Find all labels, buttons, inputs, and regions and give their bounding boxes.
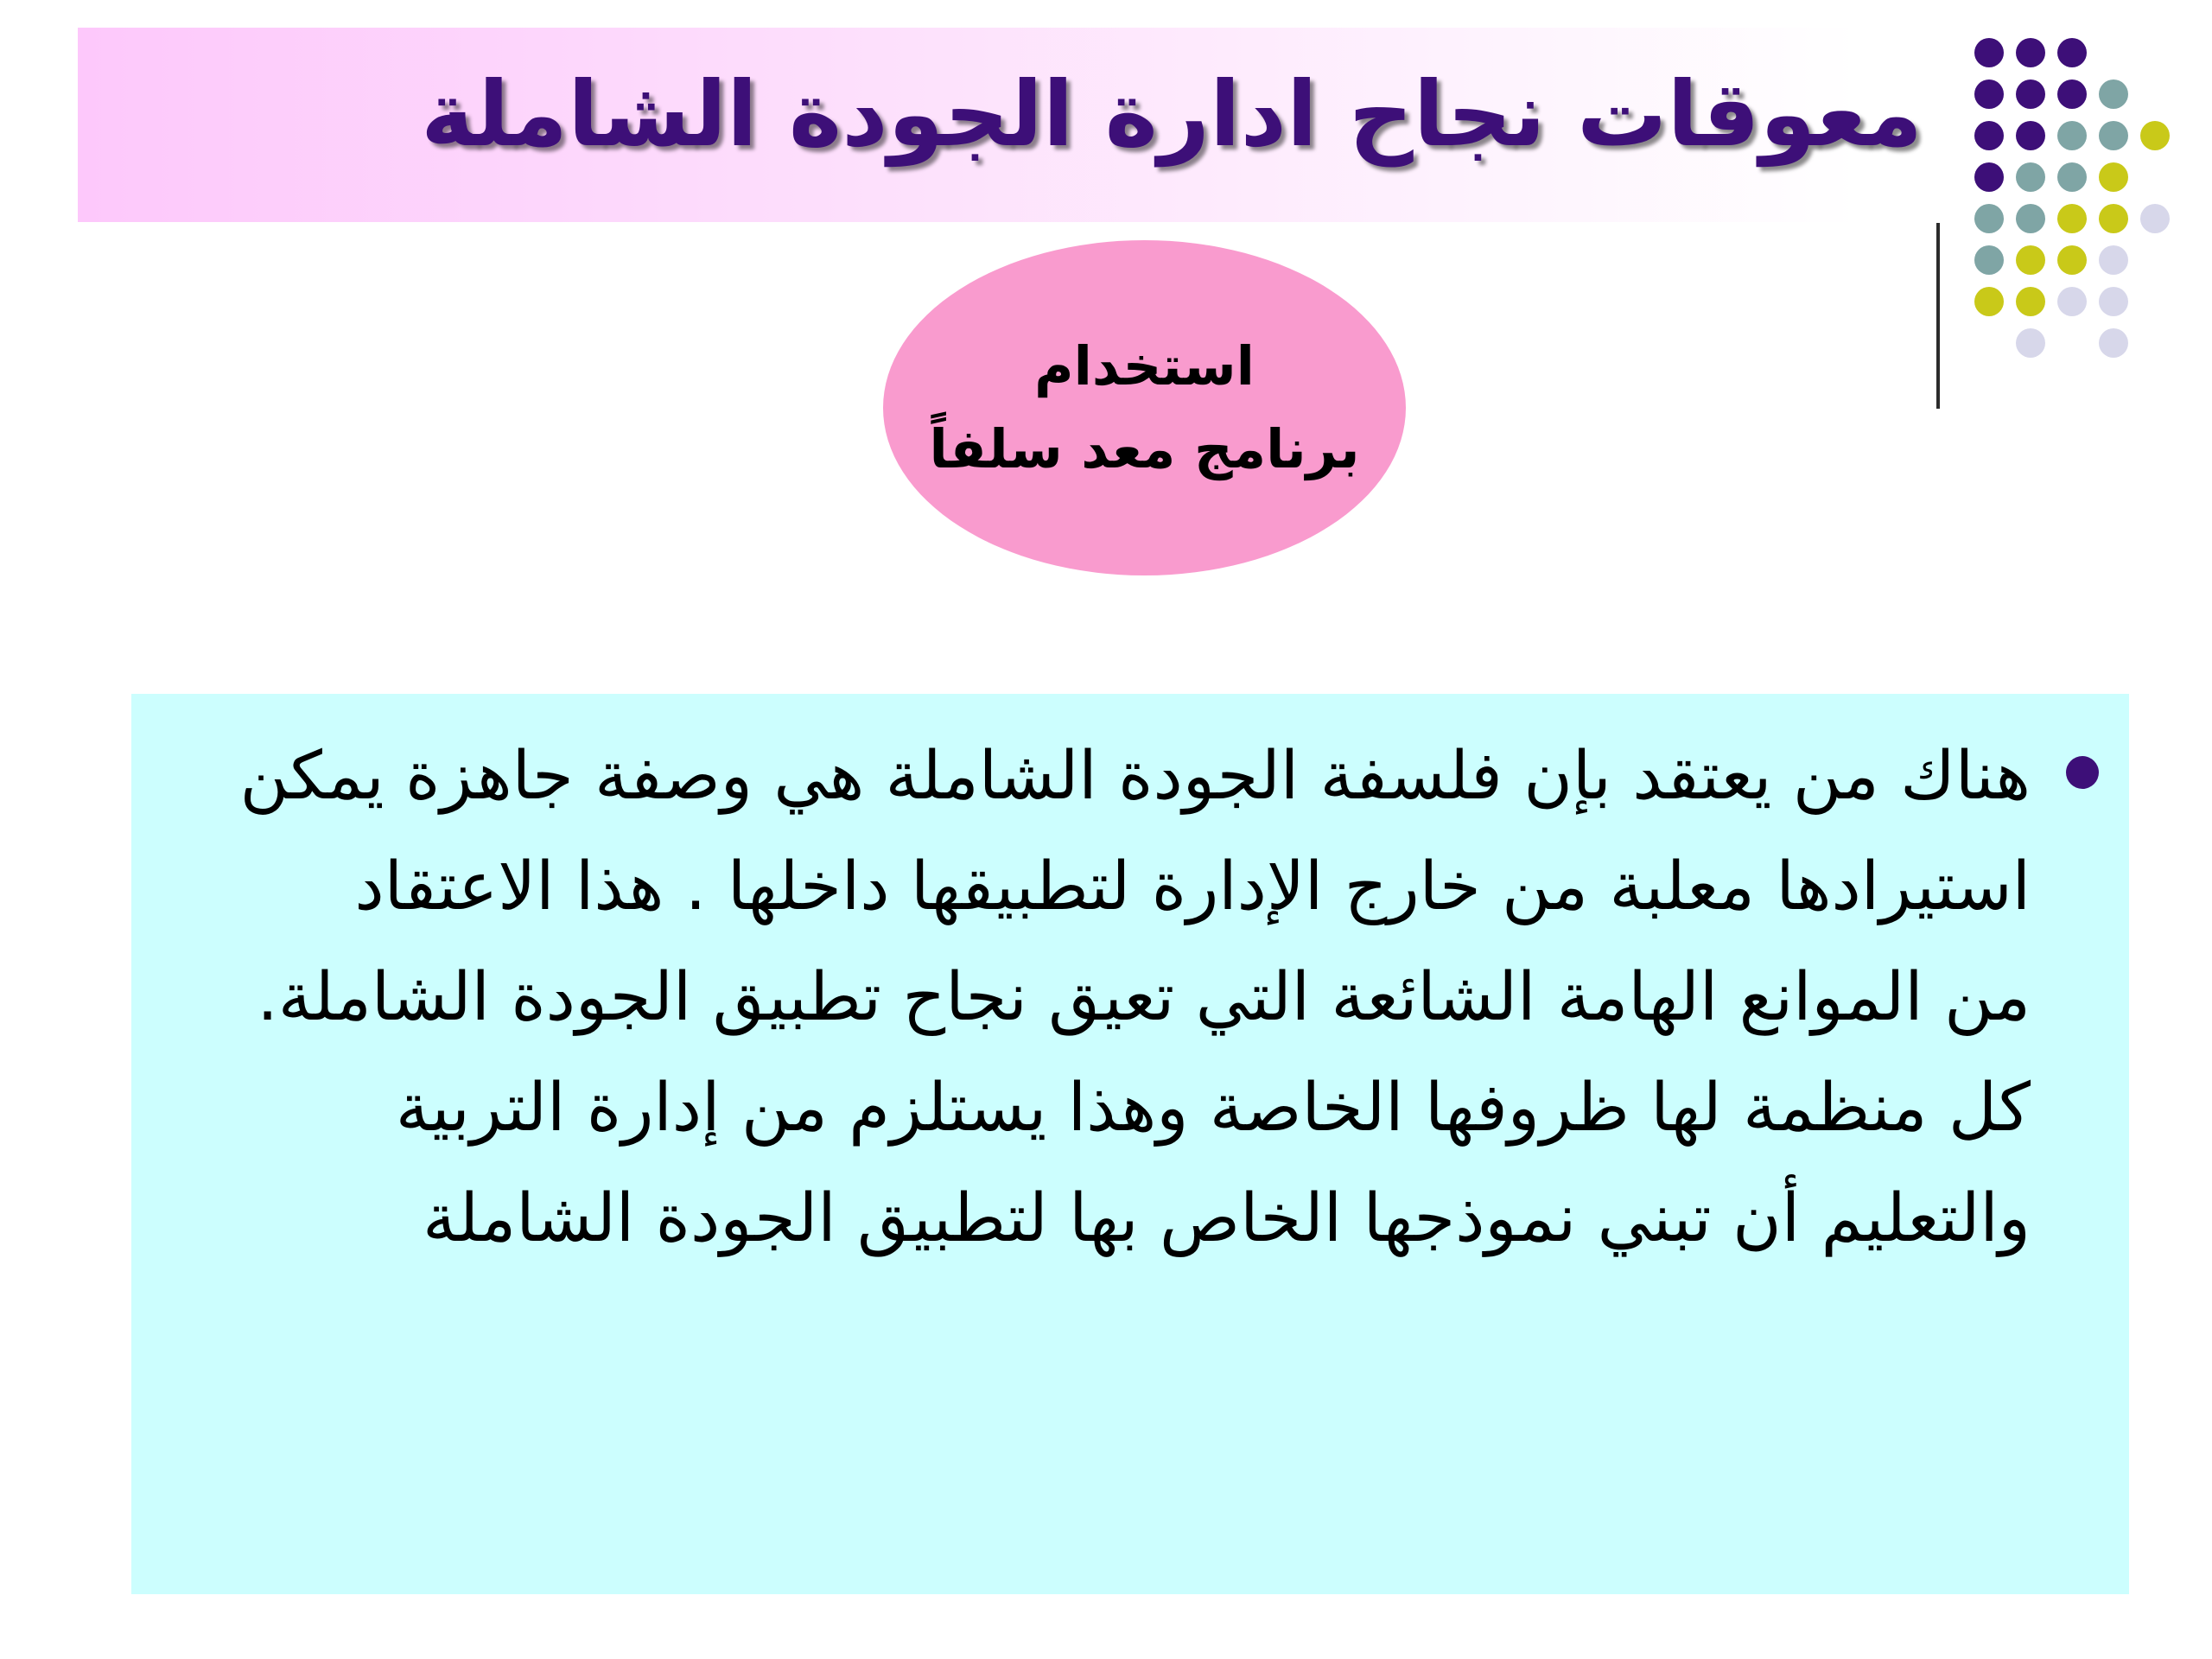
dot-icon bbox=[2140, 121, 2170, 150]
dot-icon bbox=[2016, 328, 2045, 358]
dot-icon bbox=[1974, 204, 2004, 233]
paragraph-line: والتعليم أن تبني نموذجها الخاص بها لتطبيق الجودة الشاملة bbox=[423, 1180, 2031, 1257]
dot-icon bbox=[2140, 204, 2170, 233]
dot-icon bbox=[2016, 245, 2045, 275]
dot-icon bbox=[2057, 287, 2087, 316]
slide-title: معوقات نجاح ادارة الجودة الشاملة bbox=[421, 61, 1923, 167]
dot-icon bbox=[1974, 79, 2004, 109]
dot-icon bbox=[2099, 162, 2128, 192]
content-paragraph bbox=[143, 721, 2031, 1274]
dot-icon bbox=[2016, 287, 2045, 316]
ellipse-line-1: استخدام bbox=[1034, 334, 1255, 397]
paragraph-line: استيرادها معلبة من خارج الإدارة لتطبيقها داخلها . هذا الاعتقاد bbox=[354, 849, 2031, 925]
dot-icon bbox=[2099, 287, 2128, 316]
dot-icon bbox=[2016, 121, 2045, 150]
highlight-ellipse bbox=[883, 240, 1406, 575]
dot-icon bbox=[1974, 245, 2004, 275]
dot-icon bbox=[2016, 162, 2045, 192]
dot-icon bbox=[2057, 245, 2087, 275]
dot-icon bbox=[2016, 79, 2045, 109]
dot-icon bbox=[2099, 79, 2128, 109]
dot-icon bbox=[1974, 38, 2004, 67]
circle-bullet-icon bbox=[2066, 756, 2099, 789]
ellipse-line-2: برنامج معد سلفاً bbox=[929, 417, 1360, 480]
dot-icon bbox=[2099, 121, 2128, 150]
dot-icon bbox=[2016, 38, 2045, 67]
vertical-divider bbox=[1936, 223, 1940, 409]
dot-icon bbox=[2057, 38, 2087, 67]
dot-icon bbox=[2057, 204, 2087, 233]
dot-icon bbox=[2099, 328, 2128, 358]
paragraph-line: من الموانع الهامة الشائعة التي تعيق نجاح تطبيق الجودة الشاملة. bbox=[257, 959, 2031, 1036]
dot-icon bbox=[2099, 204, 2128, 233]
paragraph-line: كل منظمة لها ظروفها الخاصة وهذا يستلزم من إدارة التربية bbox=[395, 1070, 2031, 1147]
dot-icon bbox=[1974, 162, 2004, 192]
dot-icon bbox=[2057, 162, 2087, 192]
dot-icon bbox=[2099, 245, 2128, 275]
dot-icon bbox=[2057, 79, 2087, 109]
dot-icon bbox=[2057, 121, 2087, 150]
dot-icon bbox=[1974, 287, 2004, 316]
paragraph-line: هناك من يعتقد بإن فلسفة الجودة الشاملة هي وصفة جاهزة يمكن bbox=[239, 738, 2031, 815]
dot-icon bbox=[2016, 204, 2045, 233]
dot-icon bbox=[1974, 121, 2004, 150]
